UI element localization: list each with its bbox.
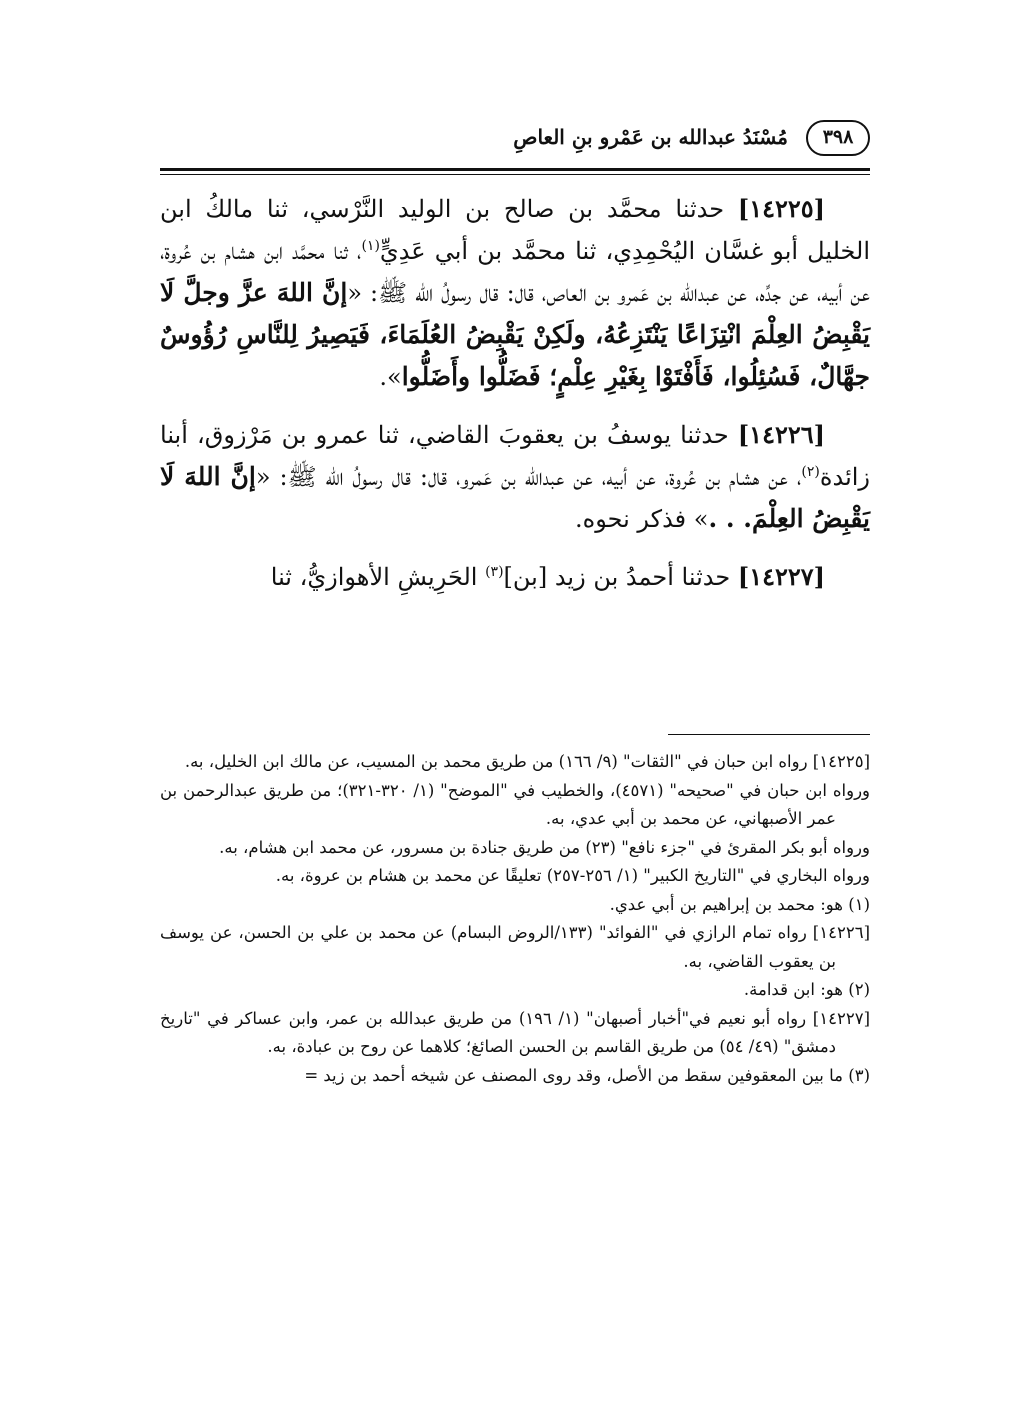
hadith-end: » فذكر نحوه.: [575, 505, 709, 533]
hadith-end: ».: [379, 363, 402, 391]
footnote-line: ورواه البخاري في "التاريخ الكبير" (١/ ٢٥٦-٢٥٧) تعليقًا عن محمد بن هشام بن عروة، به.: [275, 866, 870, 885]
header-rule-thick: [160, 168, 870, 171]
footnote-line: [١٤٢٢٥] رواه ابن حبان في "الثقات" (٩/ ١٦٦) من طريق محمد بن المسيب، عن مالك ابن الخليل، به.: [184, 752, 870, 771]
hadith-paragraph: [160, 188, 870, 398]
footnote-separator: [668, 734, 870, 735]
hadith-paragraph: [160, 414, 870, 540]
hadith-number: [١٤٢٢٥]: [737, 194, 825, 223]
hadith-text: إنَّ اللهَ عزَّ وجلَّ لَا يَقْبِضُ العِلْمَ انْتِزَاعًا يَنْتَزِعُهُ، ولَكِنْ يَقْبِضُ العُلَمَاءَ، فَيَصِيرُ لِلنَّاسِ رُؤُوسٌ جهَّالٌ، فَسُئِلُوا، فَأَفْتَوْا بِغَيْرِ عِلْمٍ؛ فَضَلُّوا وأَضَلُّوا: [160, 278, 870, 391]
hadith-chain: حدثنا أحمدُ بن زيد [بن]: [503, 563, 731, 591]
footnote-line: (٢) هو: ابن قدامة.: [743, 980, 870, 999]
footnote-line: ورواه أبو بكر المقرئ في "جزء نافع" (٢٣) من طريق جنادة بن مسرور، عن محمد ابن هشام، به.: [219, 837, 870, 857]
footnotes: [160, 748, 870, 1090]
hadith-chain-continued: الحَرِيشِ الأهوازيُّ، ثنا: [270, 563, 486, 591]
page-number: ٣٩٨: [806, 120, 870, 156]
hadith-text: إنَّ اللهَ لَا يَقْبِضُ العِلْمَ. . .: [160, 462, 870, 533]
main-text: [160, 188, 870, 614]
hadith-chain: حدثنا يوسفُ بن يعقوبَ القاضي، ثنا عمرو بن مَرْزوق، أبنا زائدة: [160, 421, 870, 491]
hadith-number: [١٤٢٢٦]: [737, 420, 825, 449]
footnote-line: (٣) ما بين المعقوفين سقط من الأصل، وقد روى المصنف عن شيخه أحمد بن زيد =: [304, 1065, 870, 1085]
page-header: [160, 118, 870, 164]
footnote-ref[interactable]: (١): [361, 238, 380, 254]
footnote-line: ورواه ابن حبان في "صحيحه" (٤٥٧١)، والخطيب في "الموضح" (١/ ٣٢٠-٣٢١)؛ من طريق عبدالرحمن بن عمر الأصبهاني، عن محمد بن أبي عدي، به.: [160, 780, 871, 828]
footnote-line: (١) هو: محمد بن إبراهيم بن أبي عدي.: [609, 894, 870, 914]
footnote-line: [١٤٢٢٦] رواه تمام الرازي في "الفوائد" (١٣٣/الروض البسام) عن محمد بن علي بن الحسن، عن يوسف بن يعقوب القاضي، به.: [160, 923, 870, 971]
footnote-ref[interactable]: (٣): [485, 564, 504, 580]
hadith-paragraph: [160, 556, 870, 598]
footnote-ref[interactable]: (٢): [801, 464, 820, 480]
hadith-chain-continued: ، عن هشام بن عُروة، عن أبيه، عن عبدالله بن عَمرو، قال: قال رسولُ الله ﷺ: «: [255, 463, 802, 491]
hadith-chain-continued: ، ثنا محمَّد ابن هشام بن عُروة، عن أبيه، عن جدِّه، عن عبدالله بن عَمرو بن العاص، قال: قال رسولُ الله ﷺ: «: [160, 237, 870, 307]
footnote-line: [١٤٢٢٧] رواه أبو نعيم في"أخبار أصبهان" (١/ ١٩٦) من طريق عبدالله بن عمر، وابن عساكر في "تاريخ دمشق" (٤٩/ ٥٤) من طريق القاسم بن الحسن الصائغ؛ كلاهما عن روح بن عبادة، به.: [160, 1008, 870, 1056]
hadith-chain: حدثنا محمَّد بن صالح بن الوليد النَّرْسي، ثنا مالكُ ابن الخليل أبو غسَّان اليُحْمِدِي، ثنا محمَّد بن أبي عَدِيٍّ: [160, 195, 870, 265]
header-rule-thin: [160, 174, 870, 175]
running-title: مُسْنَدُ عبدالله بن عَمْرو بنِ العاصِ: [513, 125, 788, 149]
hadith-number: [١٤٢٢٧]: [737, 562, 825, 591]
